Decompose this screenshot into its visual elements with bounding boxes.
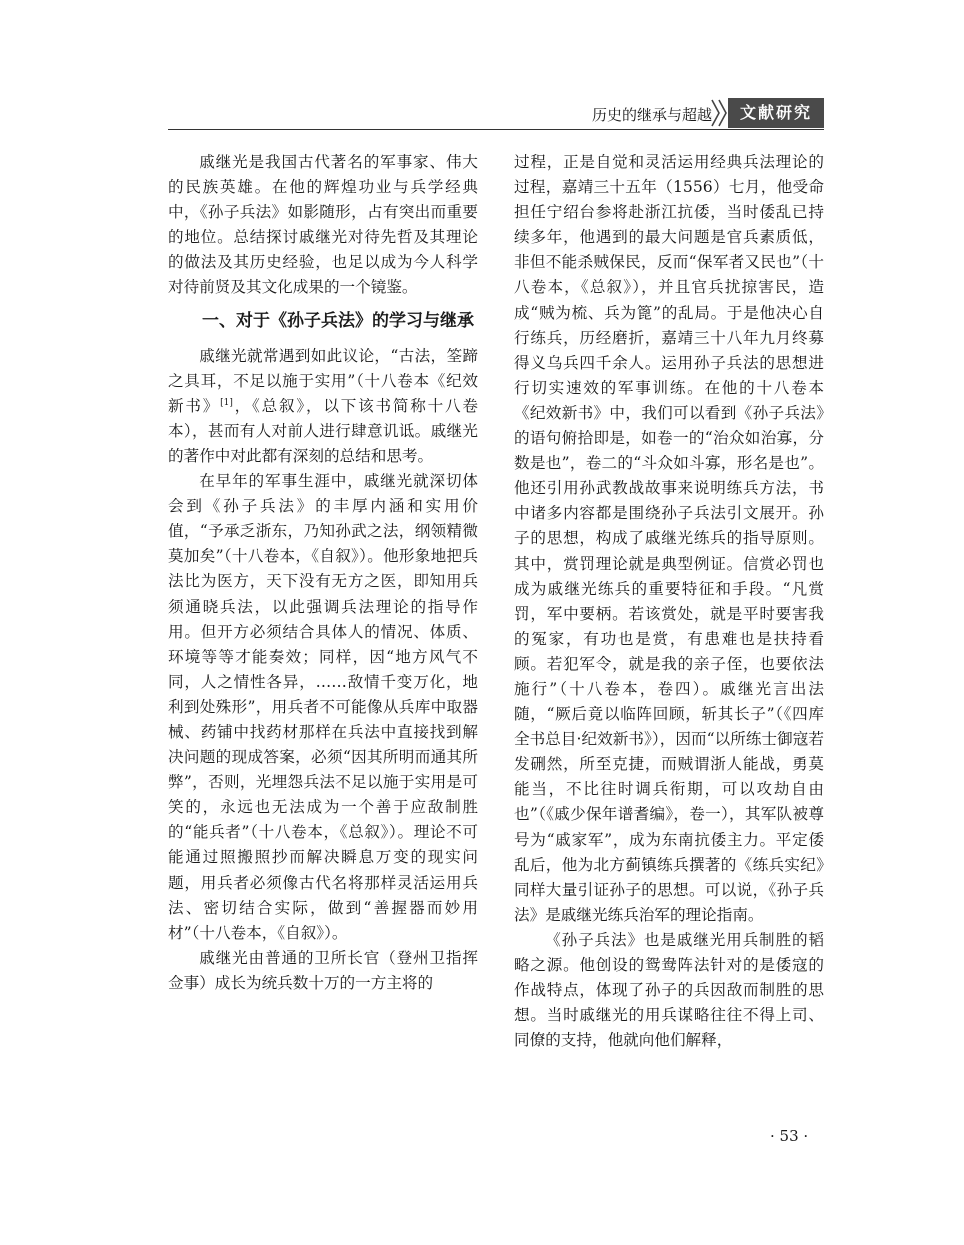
header-rule <box>168 129 824 130</box>
left-column <box>168 150 478 996</box>
paragraph-2: 在早年的军事生涯中，戚继光就深切体会到《孙子兵法》的丰厚内涵和实用价值，“予承乏浙东，乃知孙武之法，纲领精微莫加矣”（十八卷本，《自叙》）。他形象地把兵法比为医方，天下没有无方之医，即知用兵须通晓兵法，以此强调兵法理论的指导作用。但开方必须结合具体人的情况、体质、环境等等才能奏效；同样，因“地方风气不同，人之情性各异，……敌情千变万化，地利到处殊形”，用兵者不可能像从兵库中取器械、药铺中找药材那样在兵法中直接找到解决问题的现成答案，必须“因其所明而通其所弊”，否则，光埋怨兵法不足以施于实用是可笑的，永远也无法成为一个善于应敌制胜的“能兵者”（十八卷本，《总叙》）。理论不可能通过照搬照抄而解决瞬息万变的现实问题，用兵者必须像古代名将那样灵活运用兵法、密切结合实际，做到“善握器而妙用材”（十八卷本，《自叙》）。 <box>168 472 478 942</box>
right-column <box>514 150 824 1053</box>
section-tag: 文献研究 <box>728 98 824 128</box>
double-chevron-icon <box>710 98 728 128</box>
page-number: · 53 · <box>770 1127 809 1145</box>
paragraph-1-text-a: 戚继光就常遇到如此议论，“古法，筌蹄之具耳，不足以施于实用”（十八卷本《纪效新书》 <box>168 346 478 415</box>
journal-series-title: 历史的继承与超越 <box>591 106 712 124</box>
paragraph-3-continued: 过程，正是自觉和灵活运用经典兵法理论的过程，嘉靖三十五年（1556）七月，他受命担任宁绍台参将赴浙江抗倭，当时倭乱已持续多年，他遇到的最大问题是官兵素质低，非但不能杀贼保民，反而“保军者又民也”（十八卷本，《总叙》），并且官兵扰掠害民，造成“贼为梳、兵为篦”的乱局。于是他决心自行练兵，历经磨折，嘉靖三十八年九月终募得义乌兵四千余人。运用孙子兵法的思想进行切实速效的军事训练。在他的十八卷本《纪效新书》中，我们可以看到《孙子兵法》的语句俯拾即是，如卷一的“治众如治寡，分数是也”，卷二的“斗众如斗寡，形名是也”。他还引用孙武教战故事来说明练兵方法，书中诸多内容都是围绕孙子兵法引文展开。孙子的思想，构成了戚继光练兵的指导原则。其中，赏罚理论就是典型例证。信赏必罚也成为戚继光练兵的重要特征和手段。“凡赏罚，军中要柄。若该赏处，就是平时要害我的冤家，有功也是赏，有患难也是扶持看顾。若犯军令，就是我的亲子侄，也要依法施行”（十八卷本，卷四）。戚继光言出法随，“厥后竟以临阵回顾，斩其长子”（《四库全书总目·纪效新书》），因而“以所练士御寇若发硎然，所至克捷，而贼谓浙人能战，勇莫能当，不比往时调兵衔期，可以攻劫自由也”（《戚少保年谱耆编》，卷一），其军队被尊号为“戚家军”，成为东南抗倭主力。平定倭乱后，他为北方蓟镇练兵撰著的《练兵实纪》同样大量引证孙子的思想。可以说，《孙子兵法》是戚继光练兵治军的理论指南。 <box>514 153 824 924</box>
paragraph-3-start: 戚继光由普通的卫所长官（登州卫指挥佥事）成长为统兵数十万的一方主将的 <box>168 948 478 992</box>
reference-marker: [1] <box>220 397 233 408</box>
section-heading: 一、对于《孙子兵法》的学习与继承 <box>202 310 474 331</box>
paragraph-1 <box>168 344 478 469</box>
paragraph-1-text-b: ，《总叙》，以下该书简称十八卷本），甚而有人对前人进行肆意讥诋。戚继光的著作中对此都有深刻的总结和思考。 <box>168 396 478 465</box>
intro-paragraph: 戚继光是我国古代著名的军事家、伟大的民族英雄。在他的辉煌功业与兵学经典中，《孙子兵法》如影随形，占有突出而重要的地位。总结探讨戚继光对待先哲及其理论的做法及其历史经验，也足以成为今人科学对待前贤及其文化成果的一个镜鉴。 <box>168 153 478 297</box>
paragraph-4: 《孙子兵法》也是戚继光用兵制胜的韬略之源。他创设的鸳鸯阵法针对的是倭寇的作战特点，体现了孙子的兵因敌而制胜的思想。当时戚继光的用兵谋略往往不得上司、同僚的支持，他就向他们解释， <box>514 930 824 1050</box>
running-header <box>168 96 824 130</box>
